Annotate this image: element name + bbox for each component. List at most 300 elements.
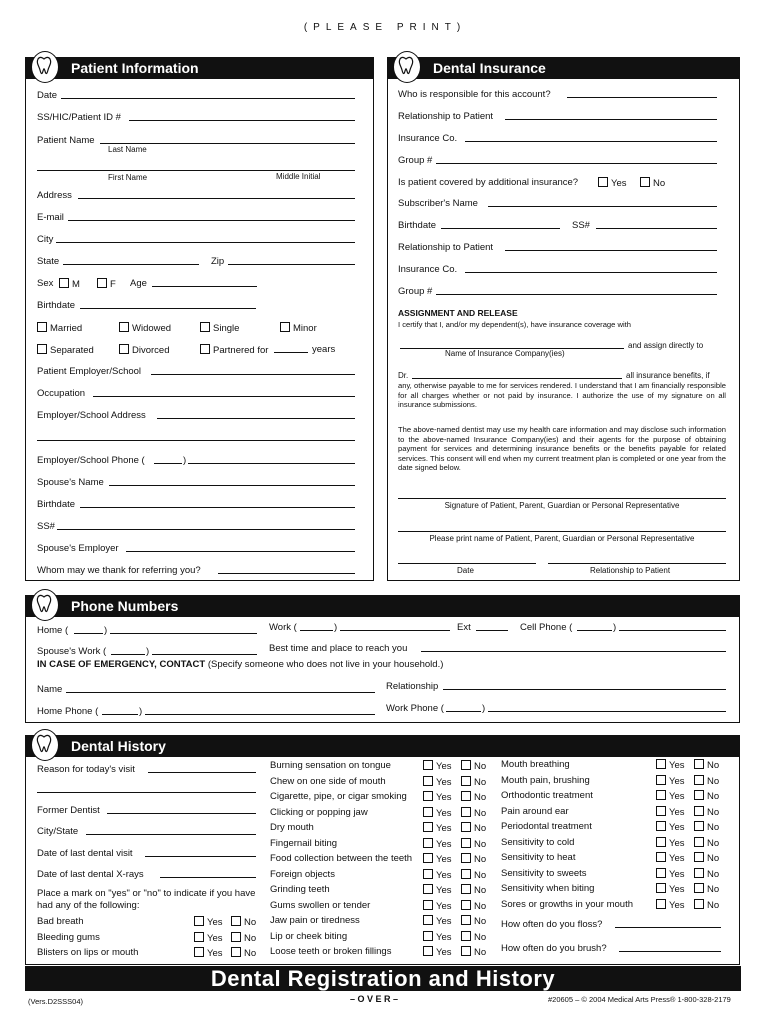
emergency-work-phone-label: Work Phone (: [386, 703, 444, 714]
cell-area-field[interactable]: [577, 630, 612, 631]
partnered-option[interactable]: [200, 344, 268, 356]
middle-initial-caption: Middle Initial: [276, 172, 321, 181]
checkbox-icon: [461, 760, 471, 770]
history-item-label: Sensitivity to heat: [501, 852, 576, 863]
yes-label: Yes: [436, 776, 452, 788]
no-label: No: [474, 900, 487, 912]
signature-field[interactable]: [398, 498, 726, 499]
history-yes-option[interactable]: [423, 900, 452, 912]
history-item-label: Burning sensation on tongue: [270, 760, 391, 771]
patient-information-title: Patient Information: [71, 60, 199, 76]
spouse-employer-label: Spouse's Employer: [37, 543, 119, 554]
checkbox-icon: [423, 853, 433, 863]
insurance-co-2-label: Insurance Co.: [398, 264, 458, 275]
cell-phone-field[interactable]: [619, 630, 726, 631]
insurance-co-2-field[interactable]: [465, 272, 717, 273]
no-label: No: [474, 869, 487, 881]
history-no-option[interactable]: [461, 884, 486, 896]
dentist-name-field[interactable]: [412, 378, 622, 379]
history-item-label: Sensitivity to sweets: [501, 867, 587, 879]
history-yes-option[interactable]: [423, 807, 452, 819]
yes-label: Yes: [436, 838, 452, 850]
no-label: No: [474, 838, 487, 850]
employer-address-line2[interactable]: [37, 440, 355, 441]
address-field[interactable]: [78, 198, 355, 199]
history-item-label: Orthodontic treatment: [501, 790, 593, 801]
checkbox-icon: [694, 759, 704, 769]
history-item-label: Periodontal treatment: [501, 821, 592, 832]
work-phone-field[interactable]: [340, 630, 450, 631]
history-yes-option[interactable]: [423, 884, 452, 896]
history-yes-option[interactable]: [656, 759, 685, 771]
history-yes-option[interactable]: [423, 776, 452, 788]
checkbox-icon: [694, 837, 704, 847]
married-option[interactable]: [37, 322, 82, 334]
sex-m-label: M: [72, 279, 80, 290]
checkbox-icon: [37, 322, 47, 332]
history-item-label: Chew on one side of mouth: [270, 775, 386, 787]
no-label: No: [474, 931, 487, 943]
history-yes-option[interactable]: [194, 916, 223, 928]
minor-option[interactable]: [280, 322, 317, 334]
emergency-relationship-field[interactable]: [443, 689, 726, 690]
history-no-option[interactable]: [461, 807, 486, 819]
checkbox-icon: [119, 344, 129, 354]
emergency-work-close: ): [482, 703, 486, 714]
last-name-field[interactable]: [100, 143, 355, 144]
widowed-label: Widowed: [132, 323, 172, 334]
emergency-name-field[interactable]: [66, 692, 375, 693]
yes-label: Yes: [436, 931, 452, 943]
zip-field[interactable]: [228, 264, 355, 265]
home-area-field[interactable]: [74, 633, 103, 634]
history-no-option[interactable]: [231, 916, 256, 928]
ext-field[interactable]: [476, 630, 508, 631]
relationship-1-field[interactable]: [505, 119, 717, 120]
version-label: (Vers.D2SSS04): [28, 997, 84, 1006]
best-time-field[interactable]: [421, 651, 726, 652]
emergency-work-area-field[interactable]: [446, 711, 481, 712]
brush-label: How often do you brush?: [501, 943, 607, 954]
checkbox-icon: [59, 278, 69, 288]
history-yes-option[interactable]: [423, 838, 452, 850]
history-yes-option[interactable]: [656, 821, 685, 833]
tooth-icon: [31, 51, 59, 83]
checkbox-icon: [37, 344, 47, 354]
checkbox-icon: [119, 322, 129, 332]
emergency-home-phone-label: Home Phone (: [37, 706, 99, 717]
emergency-home-area-field[interactable]: [102, 714, 138, 715]
reason-line2[interactable]: [37, 792, 256, 793]
birthdate-field[interactable]: [80, 308, 256, 309]
history-item-label: Grinding teeth: [270, 884, 330, 895]
referral-label: Whom may we thank for referring you?: [37, 565, 201, 576]
history-no-option[interactable]: [231, 947, 256, 959]
history-no-option[interactable]: [461, 900, 486, 912]
checkbox-icon: [231, 932, 241, 942]
yes-label: Yes: [669, 853, 685, 864]
yes-label: Yes: [669, 775, 685, 787]
ss-id-field[interactable]: [129, 120, 355, 121]
history-item-label: Mouth breathing: [501, 759, 570, 770]
no-label: No: [707, 868, 720, 880]
history-no-option[interactable]: [461, 931, 486, 943]
history-no-option[interactable]: [461, 853, 486, 865]
assignment-text: I certify that I, and/or my dependent(s), have insurance coverage with: [398, 320, 631, 329]
employer-address-field[interactable]: [157, 418, 355, 419]
emergency-work-phone-field[interactable]: [488, 711, 726, 712]
checkbox-icon: [694, 790, 704, 800]
patient-information-header: [25, 57, 374, 79]
history-yes-option[interactable]: [423, 915, 452, 927]
checkbox-icon: [461, 931, 471, 941]
form-title-banner: Dental Registration and History: [25, 966, 741, 991]
over-label: – O V E R –: [350, 994, 399, 1004]
checkbox-icon: [656, 790, 666, 800]
spouse-work-close: ): [146, 646, 150, 657]
spouse-ss-field[interactable]: [57, 529, 355, 530]
spouse-ss-label: SS#: [37, 521, 55, 532]
checkbox-icon: [640, 177, 650, 187]
history-no-option[interactable]: [694, 775, 719, 787]
employer-phone-label: Employer/School Phone (: [37, 455, 145, 466]
checkbox-icon: [423, 946, 433, 956]
history-no-option[interactable]: [461, 776, 486, 788]
history-item-label: Fingernail biting: [270, 837, 338, 849]
no-label: No: [474, 792, 487, 803]
history-no-option[interactable]: [694, 806, 719, 818]
history-item-label: Clicking or popping jaw: [270, 806, 368, 818]
responsible-field[interactable]: [567, 97, 717, 98]
history-item-label: Gums swollen or tender: [270, 899, 371, 911]
assignment-heading: ASSIGNMENT AND RELEASE: [398, 308, 518, 318]
relationship-1-label: Relationship to Patient: [398, 111, 494, 122]
history-yes-option[interactable]: [656, 899, 685, 911]
history-no-option[interactable]: [694, 868, 719, 880]
history-item-label: Cigarette, pipe, or cigar smoking: [270, 791, 407, 802]
employer-address-label: Employer/School Address: [37, 410, 146, 421]
history-yes-option[interactable]: [423, 853, 452, 865]
group-2-label: Group #: [398, 286, 433, 297]
no-label: No: [244, 948, 257, 959]
release-date-caption: Date: [457, 566, 474, 575]
additional-no-option[interactable]: [640, 177, 665, 189]
yes-label: Yes: [669, 822, 685, 833]
release-date-field[interactable]: [398, 563, 536, 564]
checkbox-icon: [656, 837, 666, 847]
checkbox-icon: [656, 806, 666, 816]
employer-phone-close: ): [183, 455, 187, 466]
spouse-work-field[interactable]: [152, 654, 257, 655]
copyright-label: #20605 – © 2004 Medical Arts Press® 1-800-328-2179: [548, 995, 731, 1004]
patient-name-label: Patient Name: [37, 135, 95, 146]
subscriber-ss-field[interactable]: [596, 228, 717, 229]
patient-employer-field[interactable]: [151, 374, 355, 375]
yes-label: Yes: [436, 885, 452, 896]
history-item-label: Food collection between the teeth: [270, 853, 413, 864]
checkbox-icon: [194, 932, 204, 942]
former-dentist-field[interactable]: [107, 813, 256, 814]
history-yes-option[interactable]: [656, 852, 685, 864]
history-yes-option[interactable]: [656, 883, 685, 895]
first-name-field[interactable]: [37, 170, 355, 171]
relationship-2-label: Relationship to Patient: [398, 242, 494, 253]
last-visit-field[interactable]: [145, 856, 256, 857]
checkbox-icon: [194, 916, 204, 926]
history-yes-option[interactable]: [656, 775, 685, 787]
emergency-note: (Specify someone who does not live in your household.): [205, 659, 444, 670]
checkbox-icon: [694, 899, 704, 909]
occupation-label: Occupation: [37, 388, 86, 399]
no-label: No: [707, 837, 720, 849]
no-label: No: [653, 178, 666, 189]
ss-id-label: SS/HIC/Patient ID #: [37, 112, 121, 123]
spouse-work-area-field[interactable]: [111, 654, 145, 655]
checkbox-icon: [656, 821, 666, 831]
spouse-name-label: Spouse's Name: [37, 477, 104, 488]
emergency-home-close: ): [139, 706, 143, 717]
history-item-label: Blisters on lips or mouth: [37, 947, 139, 958]
emergency-home-phone-field[interactable]: [145, 714, 375, 715]
insurance-co-1-field[interactable]: [465, 141, 717, 142]
state-label: State: [37, 256, 60, 267]
release-text: The above-named dentist may use my health care information and may disclose such information to the above-named Insurance Company(ies) and their agents for the purpose of obtaining payment for services and determining insurance benefits or the benefits payable for related services. This consent will end when my current treatment plan is completed or one year from the date signed below.: [398, 425, 726, 472]
history-yes-option[interactable]: [423, 822, 452, 834]
history-yes-option[interactable]: [423, 791, 452, 803]
history-no-option[interactable]: [461, 791, 486, 803]
sex-f-option[interactable]: [97, 278, 116, 290]
checkbox-icon: [694, 775, 704, 785]
years-label: years: [312, 344, 336, 355]
tooth-icon: [393, 51, 421, 83]
history-yes-option[interactable]: [656, 806, 685, 818]
work-area-field[interactable]: [300, 630, 333, 631]
checkbox-icon: [461, 900, 471, 910]
subscriber-label: Subscriber's Name: [398, 198, 478, 209]
history-item-label: Mouth pain, brushing: [501, 774, 590, 786]
yes-label: Yes: [207, 948, 223, 959]
checkbox-icon: [423, 791, 433, 801]
former-dentist-label: Former Dentist: [37, 805, 100, 816]
last-visit-label: Date of last dental visit: [37, 848, 133, 859]
referral-field[interactable]: [218, 573, 355, 574]
sex-m-option[interactable]: [59, 278, 80, 290]
history-no-option[interactable]: [461, 838, 486, 850]
age-field[interactable]: [152, 286, 257, 287]
divorced-label: Divorced: [132, 345, 170, 356]
divorced-option[interactable]: [119, 344, 170, 356]
yes-label: Yes: [436, 807, 452, 819]
no-label: No: [474, 854, 487, 865]
separated-option[interactable]: [37, 344, 94, 356]
yes-label: Yes: [669, 899, 685, 911]
dental-history-title: Dental History: [71, 738, 166, 754]
checkbox-icon: [694, 868, 704, 878]
last-name-caption: Last Name: [108, 145, 147, 154]
history-yes-option[interactable]: [656, 868, 685, 880]
history-item-label: Loose teeth or broken fillings: [270, 946, 392, 957]
emergency-label: [37, 659, 443, 670]
spouse-birthdate-field[interactable]: [80, 507, 355, 508]
work-phone-label: Work (: [269, 622, 297, 633]
checkbox-icon: [231, 947, 241, 957]
group-1-field[interactable]: [436, 163, 717, 164]
subscriber-field[interactable]: [488, 206, 717, 207]
yes-label: Yes: [611, 178, 627, 189]
checkbox-icon: [194, 947, 204, 957]
history-no-option[interactable]: [461, 946, 486, 958]
release-relationship-field[interactable]: [548, 563, 726, 564]
checkbox-icon: [423, 807, 433, 817]
reason-field[interactable]: [148, 772, 256, 773]
checkbox-icon: [97, 278, 107, 288]
history-no-option[interactable]: [694, 759, 719, 771]
cell-phone-label: Cell Phone (: [520, 622, 573, 633]
checkbox-icon: [656, 868, 666, 878]
print-name-caption: Please print name of Patient, Parent, Guardian or Personal Representative: [429, 534, 695, 543]
history-yes-option[interactable]: [656, 837, 685, 849]
no-label: No: [474, 916, 487, 927]
print-name-field[interactable]: [398, 531, 726, 532]
floss-field[interactable]: [615, 927, 721, 928]
history-instructions: Place a mark on "yes" or "no" to indicate if you have had any of the following:: [37, 888, 256, 911]
group-1-label: Group #: [398, 155, 433, 166]
checkbox-icon: [656, 852, 666, 862]
checkbox-icon: [656, 775, 666, 785]
emergency-relationship-label: Relationship: [386, 681, 439, 692]
signature-caption: Signature of Patient, Parent, Guardian or Personal Representative: [444, 501, 680, 510]
subscriber-birthdate-label: Birthdate: [398, 220, 437, 231]
additional-yes-option[interactable]: [598, 177, 627, 189]
employer-phone-field[interactable]: [188, 463, 355, 464]
checkbox-icon: [461, 791, 471, 801]
history-yes-option[interactable]: [656, 790, 685, 802]
history-yes-option[interactable]: [194, 932, 223, 944]
no-label: No: [474, 947, 487, 958]
history-no-option[interactable]: [694, 790, 719, 802]
separated-label: Separated: [50, 345, 94, 356]
history-item-label: Sores or growths in your mouth: [501, 898, 634, 910]
yes-label: Yes: [436, 854, 452, 865]
state-field[interactable]: [63, 264, 199, 265]
checkbox-icon: [694, 806, 704, 816]
yes-label: Yes: [669, 884, 685, 895]
history-no-option[interactable]: [694, 883, 719, 895]
history-yes-option[interactable]: [423, 869, 452, 881]
history-item-label: Jaw pain or tiredness: [270, 915, 360, 926]
history-item-label: Dry mouth: [270, 822, 314, 833]
phone-numbers-title: Phone Numbers: [71, 598, 179, 614]
yes-label: Yes: [436, 823, 452, 834]
history-no-option[interactable]: [694, 899, 719, 911]
birthdate-label: Birthdate: [37, 300, 76, 311]
additional-insurance-label: Is patient covered by additional insurance?: [398, 177, 579, 188]
yes-label: Yes: [207, 917, 223, 928]
yes-label: Yes: [669, 837, 685, 849]
city-state-field[interactable]: [86, 834, 256, 835]
history-item-label: Sensitivity when biting: [501, 883, 595, 894]
responsible-label: Who is responsible for this account?: [398, 89, 551, 100]
spouse-employer-field[interactable]: [126, 551, 355, 552]
checkbox-icon: [423, 915, 433, 925]
city-field[interactable]: [56, 242, 355, 243]
age-label: Age: [130, 278, 147, 289]
yes-label: Yes: [436, 869, 452, 881]
employer-phone-area-field[interactable]: [154, 463, 182, 464]
please-print-heading: (PLEASE PRINT): [303, 22, 467, 33]
history-no-option[interactable]: [694, 852, 719, 864]
history-no-option[interactable]: [694, 837, 719, 849]
spouse-name-field[interactable]: [109, 485, 355, 486]
history-no-option[interactable]: [461, 822, 486, 834]
partnered-label: Partnered for: [213, 345, 269, 356]
brush-field[interactable]: [619, 951, 721, 952]
minor-label: Minor: [293, 323, 317, 334]
last-xray-field[interactable]: [160, 877, 256, 878]
history-no-option[interactable]: [461, 760, 486, 772]
history-yes-option[interactable]: [423, 760, 452, 772]
history-no-option[interactable]: [461, 869, 486, 881]
no-label: No: [707, 899, 720, 911]
first-name-caption: First Name: [108, 173, 148, 182]
checkbox-icon: [461, 884, 471, 894]
relationship-2-field[interactable]: [505, 250, 717, 251]
checkbox-icon: [694, 821, 704, 831]
checkbox-icon: [461, 869, 471, 879]
sex-f-label: F: [110, 279, 116, 290]
no-label: No: [474, 823, 487, 834]
occupation-field[interactable]: [93, 396, 355, 397]
yes-label: Yes: [436, 900, 452, 912]
date-label: Date: [37, 90, 58, 101]
best-time-label: Best time and place to reach you: [269, 643, 408, 654]
no-label: No: [707, 822, 720, 833]
checkbox-icon: [461, 776, 471, 786]
ext-label: Ext: [457, 622, 471, 633]
checkbox-icon: [423, 776, 433, 786]
history-yes-option[interactable]: [423, 931, 452, 943]
subscriber-birthdate-field[interactable]: [441, 228, 560, 229]
partnered-years-field[interactable]: [274, 352, 308, 353]
checkbox-icon: [656, 759, 666, 769]
checkbox-icon: [423, 900, 433, 910]
tooth-icon: [31, 729, 59, 761]
checkbox-icon: [423, 869, 433, 879]
history-no-option[interactable]: [694, 821, 719, 833]
history-yes-option[interactable]: [423, 946, 452, 958]
last-xray-label: Date of last dental X-rays: [37, 869, 144, 880]
group-2-field[interactable]: [436, 294, 717, 295]
yes-label: Yes: [669, 868, 685, 880]
history-no-option[interactable]: [231, 932, 256, 944]
single-option[interactable]: [200, 322, 239, 334]
checkbox-icon: [694, 852, 704, 862]
history-item-label: Foreign objects: [270, 868, 335, 880]
checkbox-icon: [200, 344, 210, 354]
yes-label: Yes: [669, 760, 685, 771]
email-field[interactable]: [68, 220, 355, 221]
history-no-option[interactable]: [461, 915, 486, 927]
history-yes-option[interactable]: [194, 947, 223, 959]
dental-insurance-header: [387, 57, 740, 79]
date-field[interactable]: [61, 98, 355, 99]
home-phone-field[interactable]: [110, 633, 257, 634]
cell-close: ): [613, 622, 617, 633]
no-label: No: [474, 776, 487, 788]
release-relationship-caption: Relationship to Patient: [590, 566, 671, 575]
checkbox-icon: [280, 322, 290, 332]
widowed-option[interactable]: [119, 322, 171, 334]
